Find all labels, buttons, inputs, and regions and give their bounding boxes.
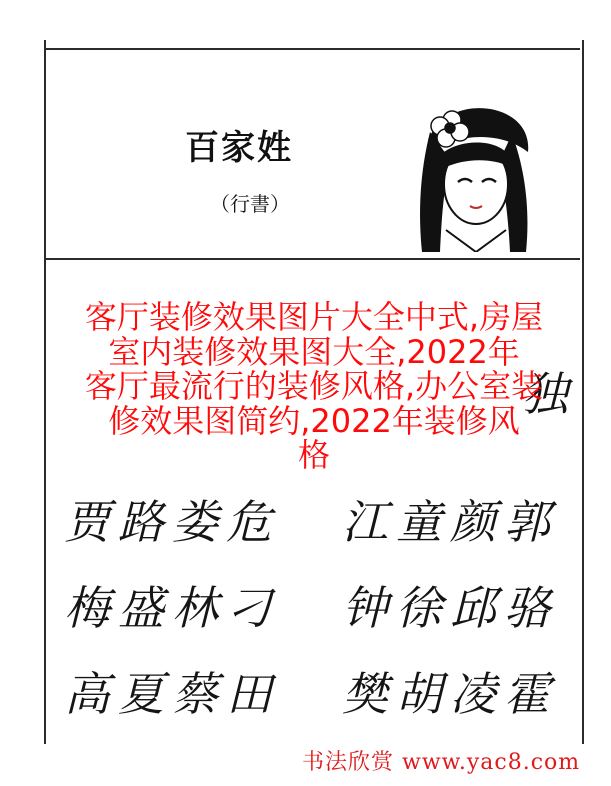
calligraphy-row: [62, 658, 562, 730]
calligraphy-left: 贾路娄危: [64, 495, 280, 549]
page-subtitle: （行書）: [210, 192, 290, 216]
calligraphy-left: 高夏蔡田: [64, 667, 280, 721]
girl-portrait-illustration: [400, 92, 550, 252]
overlay-line: 客厅最流行的装修风格,办公室装: [84, 367, 544, 405]
overlay-line: 室内装修效果图大全,2022年: [108, 332, 520, 371]
calligraphy-right: 独: [522, 367, 576, 421]
calligraphy-left: 梅盛林刁: [64, 581, 280, 635]
overlay-line: 客厅装修效果图片大全中式,房屋: [84, 298, 544, 336]
watermark: 书法欣赏 www.yac8.com: [302, 750, 581, 775]
overlay-line: 修效果图简约,2022年装修风: [108, 401, 520, 440]
overlay-caption: [14, 300, 611, 473]
calligraphy-right: 樊胡凌霍: [342, 667, 558, 721]
calligraphy-row: [62, 572, 562, 644]
top-rule: [46, 48, 580, 50]
page-title: 百家姓: [185, 128, 293, 168]
middle-rule: [46, 258, 580, 260]
calligraphy-right: 江童颜郭: [342, 495, 558, 549]
calligraphy-right: 钟徐邱骆: [342, 581, 558, 635]
overlay-line: 格: [297, 436, 330, 474]
calligraphy-row: [62, 486, 562, 558]
